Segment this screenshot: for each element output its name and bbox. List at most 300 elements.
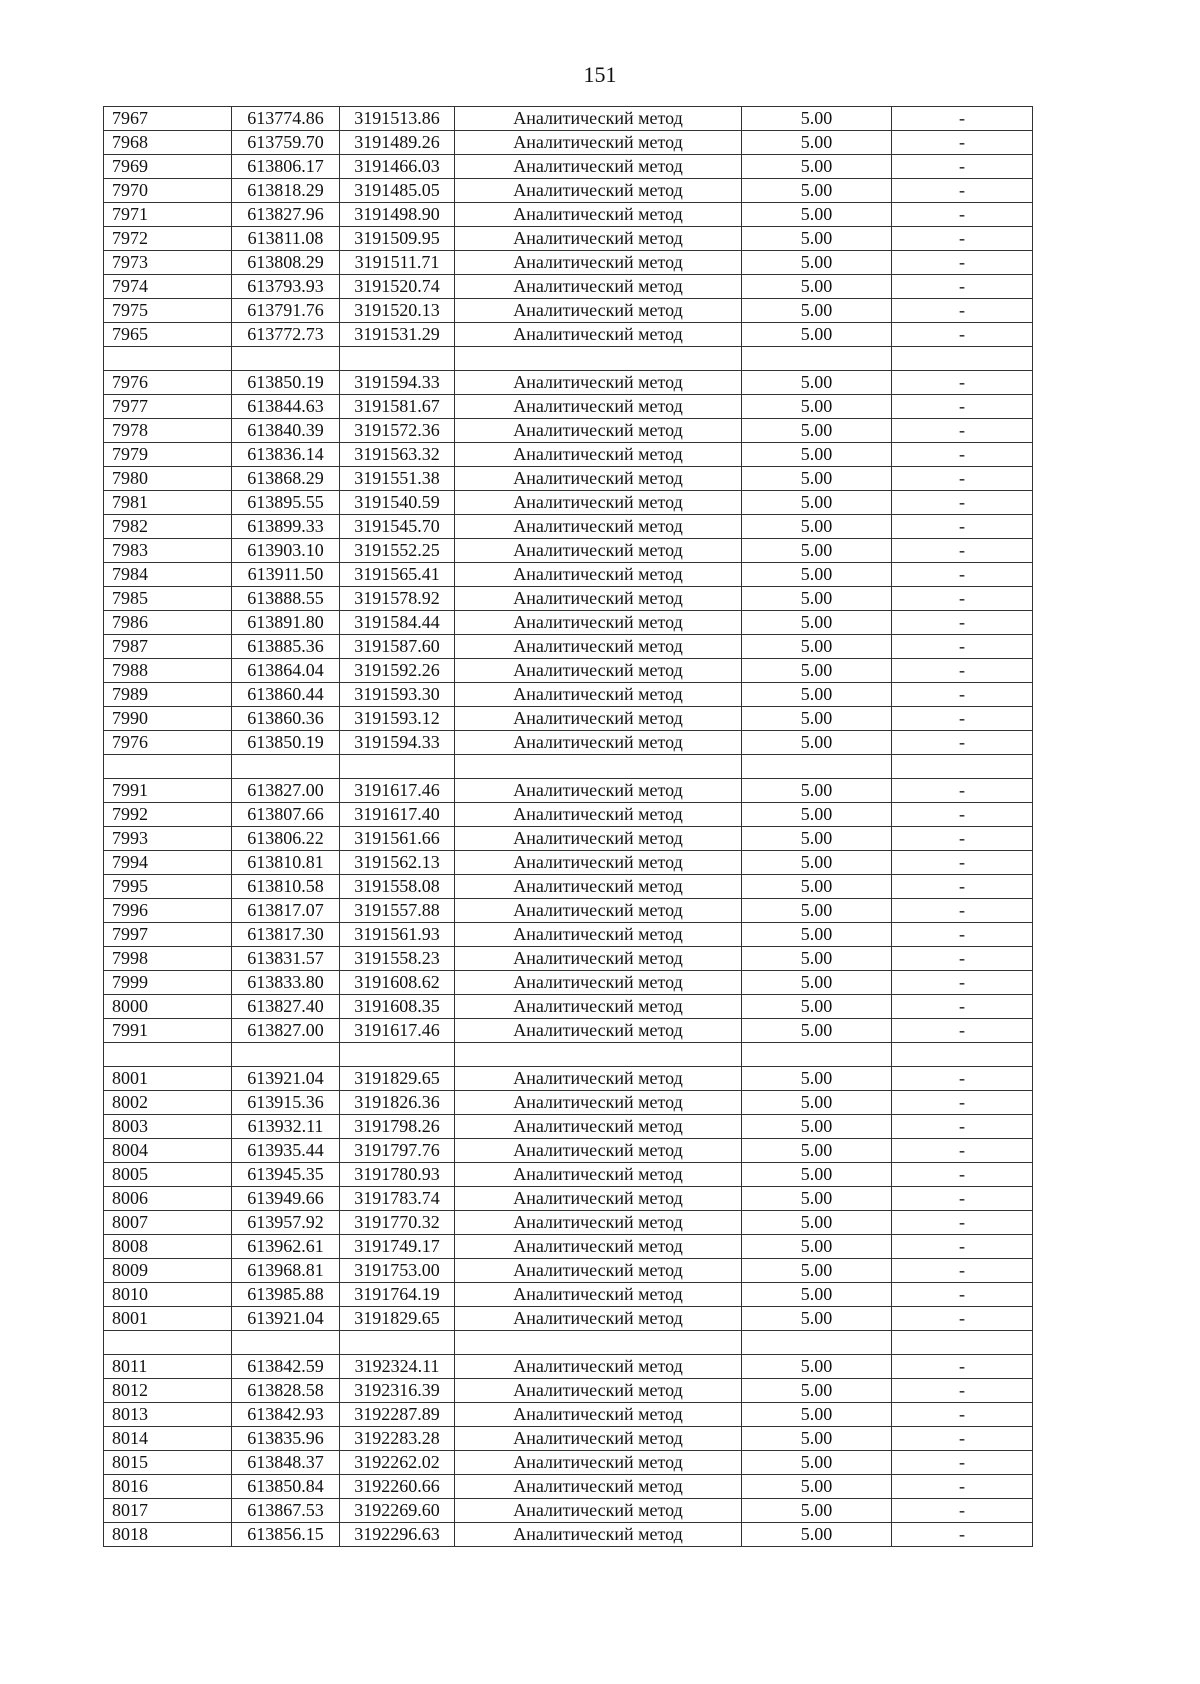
table-row	[104, 1115, 1033, 1139]
note-cell: -	[892, 491, 1033, 515]
note-cell: -	[892, 1139, 1033, 1163]
note-cell: -	[892, 515, 1033, 539]
table-row	[104, 779, 1033, 803]
table-row	[104, 563, 1033, 587]
x-coordinate-cell: 613957.92	[232, 1211, 340, 1235]
table-row	[104, 1475, 1033, 1499]
table-row	[104, 1235, 1033, 1259]
table-row	[104, 275, 1033, 299]
x-coordinate-cell: 613772.73	[232, 323, 340, 347]
method-cell: Аналитический метод	[455, 107, 742, 131]
x-coordinate-cell: 613842.59	[232, 1355, 340, 1379]
method-cell: Аналитический метод	[455, 1379, 742, 1403]
method-cell: Аналитический метод	[455, 659, 742, 683]
accuracy-cell: 5.00	[742, 131, 892, 155]
table-row	[104, 707, 1033, 731]
x-coordinate-cell: 613860.36	[232, 707, 340, 731]
method-cell: Аналитический метод	[455, 635, 742, 659]
empty-cell	[104, 1043, 232, 1067]
y-coordinate-cell: 3191485.05	[340, 179, 455, 203]
accuracy-cell: 5.00	[742, 1139, 892, 1163]
point-number-cell: 8012	[104, 1379, 232, 1403]
note-cell: -	[892, 227, 1033, 251]
y-coordinate-cell: 3191617.46	[340, 1019, 455, 1043]
y-coordinate-cell: 3191594.33	[340, 371, 455, 395]
x-coordinate-cell: 613806.17	[232, 155, 340, 179]
accuracy-cell: 5.00	[742, 971, 892, 995]
contour-separator-row	[104, 755, 1033, 779]
x-coordinate-cell: 613835.96	[232, 1427, 340, 1451]
point-number-cell: 7988	[104, 659, 232, 683]
note-cell: -	[892, 1019, 1033, 1043]
method-cell: Аналитический метод	[455, 995, 742, 1019]
table-row	[104, 1451, 1033, 1475]
method-cell: Аналитический метод	[455, 371, 742, 395]
x-coordinate-cell: 613985.88	[232, 1283, 340, 1307]
y-coordinate-cell: 3191563.32	[340, 443, 455, 467]
note-cell: -	[892, 323, 1033, 347]
point-number-cell: 7999	[104, 971, 232, 995]
accuracy-cell: 5.00	[742, 467, 892, 491]
x-coordinate-cell: 613840.39	[232, 419, 340, 443]
point-number-cell: 7982	[104, 515, 232, 539]
accuracy-cell: 5.00	[742, 1211, 892, 1235]
method-cell: Аналитический метод	[455, 1211, 742, 1235]
x-coordinate-cell: 613808.29	[232, 251, 340, 275]
accuracy-cell: 5.00	[742, 395, 892, 419]
note-cell: -	[892, 1427, 1033, 1451]
note-cell: -	[892, 1499, 1033, 1523]
accuracy-cell: 5.00	[742, 1115, 892, 1139]
table-row	[104, 1427, 1033, 1451]
note-cell: -	[892, 1283, 1033, 1307]
note-cell: -	[892, 1379, 1033, 1403]
note-cell: -	[892, 1163, 1033, 1187]
method-cell: Аналитический метод	[455, 1187, 742, 1211]
method-cell: Аналитический метод	[455, 323, 742, 347]
note-cell: -	[892, 371, 1033, 395]
point-number-cell: 7987	[104, 635, 232, 659]
note-cell: -	[892, 611, 1033, 635]
y-coordinate-cell: 3191545.70	[340, 515, 455, 539]
note-cell: -	[892, 251, 1033, 275]
point-number-cell: 7973	[104, 251, 232, 275]
x-coordinate-cell: 613817.07	[232, 899, 340, 923]
y-coordinate-cell: 3191797.76	[340, 1139, 455, 1163]
point-number-cell: 7971	[104, 203, 232, 227]
empty-cell	[455, 1043, 742, 1067]
accuracy-cell: 5.00	[742, 491, 892, 515]
table-row	[104, 107, 1033, 131]
y-coordinate-cell: 3192296.63	[340, 1523, 455, 1547]
y-coordinate-cell: 3191798.26	[340, 1115, 455, 1139]
accuracy-cell: 5.00	[742, 827, 892, 851]
point-number-cell: 7976	[104, 371, 232, 395]
empty-cell	[742, 1331, 892, 1355]
point-number-cell: 8005	[104, 1163, 232, 1187]
point-number-cell: 8013	[104, 1403, 232, 1427]
y-coordinate-cell: 3192283.28	[340, 1427, 455, 1451]
x-coordinate-cell: 613888.55	[232, 587, 340, 611]
point-number-cell: 7991	[104, 779, 232, 803]
point-number-cell: 7991	[104, 1019, 232, 1043]
y-coordinate-cell: 3191608.35	[340, 995, 455, 1019]
note-cell: -	[892, 1403, 1033, 1427]
table-row	[104, 899, 1033, 923]
point-number-cell: 7975	[104, 299, 232, 323]
note-cell: -	[892, 635, 1033, 659]
x-coordinate-cell: 613903.10	[232, 539, 340, 563]
x-coordinate-cell: 613811.08	[232, 227, 340, 251]
method-cell: Аналитический метод	[455, 1283, 742, 1307]
point-number-cell: 8017	[104, 1499, 232, 1523]
x-coordinate-cell: 613774.86	[232, 107, 340, 131]
accuracy-cell: 5.00	[742, 1283, 892, 1307]
y-coordinate-cell: 3191764.19	[340, 1283, 455, 1307]
table-row	[104, 371, 1033, 395]
empty-cell	[892, 1331, 1033, 1355]
table-row	[104, 1307, 1033, 1331]
method-cell: Аналитический метод	[455, 1499, 742, 1523]
point-number-cell: 8004	[104, 1139, 232, 1163]
accuracy-cell: 5.00	[742, 515, 892, 539]
point-number-cell: 7972	[104, 227, 232, 251]
y-coordinate-cell: 3192260.66	[340, 1475, 455, 1499]
point-number-cell: 7985	[104, 587, 232, 611]
point-number-cell: 8015	[104, 1451, 232, 1475]
note-cell: -	[892, 1259, 1033, 1283]
x-coordinate-cell: 613827.96	[232, 203, 340, 227]
point-number-cell: 7965	[104, 323, 232, 347]
empty-cell	[455, 347, 742, 371]
y-coordinate-cell: 3192262.02	[340, 1451, 455, 1475]
accuracy-cell: 5.00	[742, 275, 892, 299]
method-cell: Аналитический метод	[455, 803, 742, 827]
method-cell: Аналитический метод	[455, 947, 742, 971]
note-cell: -	[892, 923, 1033, 947]
empty-cell	[455, 1331, 742, 1355]
x-coordinate-cell: 613850.19	[232, 371, 340, 395]
accuracy-cell: 5.00	[742, 947, 892, 971]
table-row	[104, 419, 1033, 443]
table-row	[104, 803, 1033, 827]
note-cell: -	[892, 971, 1033, 995]
point-number-cell: 8001	[104, 1067, 232, 1091]
y-coordinate-cell: 3191826.36	[340, 1091, 455, 1115]
empty-cell	[742, 1043, 892, 1067]
x-coordinate-cell: 613806.22	[232, 827, 340, 851]
accuracy-cell: 5.00	[742, 1067, 892, 1091]
y-coordinate-cell: 3191520.13	[340, 299, 455, 323]
x-coordinate-cell: 613895.55	[232, 491, 340, 515]
y-coordinate-cell: 3191783.74	[340, 1187, 455, 1211]
empty-cell	[232, 1331, 340, 1355]
table-row	[104, 179, 1033, 203]
y-coordinate-cell: 3191561.66	[340, 827, 455, 851]
note-cell: -	[892, 1475, 1033, 1499]
y-coordinate-cell: 3191558.08	[340, 875, 455, 899]
point-number-cell: 7967	[104, 107, 232, 131]
accuracy-cell: 5.00	[742, 1523, 892, 1547]
point-number-cell: 7978	[104, 419, 232, 443]
x-coordinate-cell: 613945.35	[232, 1163, 340, 1187]
x-coordinate-cell: 613860.44	[232, 683, 340, 707]
method-cell: Аналитический метод	[455, 707, 742, 731]
method-cell: Аналитический метод	[455, 1091, 742, 1115]
method-cell: Аналитический метод	[455, 491, 742, 515]
method-cell: Аналитический метод	[455, 1451, 742, 1475]
table-row	[104, 611, 1033, 635]
y-coordinate-cell: 3191578.92	[340, 587, 455, 611]
y-coordinate-cell: 3191561.93	[340, 923, 455, 947]
y-coordinate-cell: 3191572.36	[340, 419, 455, 443]
accuracy-cell: 5.00	[742, 803, 892, 827]
table-row	[104, 539, 1033, 563]
note-cell: -	[892, 155, 1033, 179]
y-coordinate-cell: 3191557.88	[340, 899, 455, 923]
y-coordinate-cell: 3191581.67	[340, 395, 455, 419]
table-row	[104, 1019, 1033, 1043]
method-cell: Аналитический метод	[455, 683, 742, 707]
x-coordinate-cell: 613827.00	[232, 779, 340, 803]
accuracy-cell: 5.00	[742, 1187, 892, 1211]
table-row	[104, 491, 1033, 515]
table-row	[104, 131, 1033, 155]
x-coordinate-cell: 613836.14	[232, 443, 340, 467]
point-number-cell: 8009	[104, 1259, 232, 1283]
note-cell: -	[892, 539, 1033, 563]
table-row	[104, 443, 1033, 467]
method-cell: Аналитический метод	[455, 563, 742, 587]
note-cell: -	[892, 1187, 1033, 1211]
accuracy-cell: 5.00	[742, 683, 892, 707]
table-row	[104, 683, 1033, 707]
x-coordinate-cell: 613828.58	[232, 1379, 340, 1403]
note-cell: -	[892, 275, 1033, 299]
method-cell: Аналитический метод	[455, 275, 742, 299]
coordinates-table-body	[104, 107, 1033, 1547]
table-row	[104, 1067, 1033, 1091]
x-coordinate-cell: 613759.70	[232, 131, 340, 155]
empty-cell	[892, 347, 1033, 371]
method-cell: Аналитический метод	[455, 251, 742, 275]
note-cell: -	[892, 1235, 1033, 1259]
method-cell: Аналитический метод	[455, 827, 742, 851]
note-cell: -	[892, 1307, 1033, 1331]
accuracy-cell: 5.00	[742, 179, 892, 203]
x-coordinate-cell: 613817.30	[232, 923, 340, 947]
note-cell: -	[892, 827, 1033, 851]
method-cell: Аналитический метод	[455, 1019, 742, 1043]
x-coordinate-cell: 613891.80	[232, 611, 340, 635]
point-number-cell: 7995	[104, 875, 232, 899]
point-number-cell: 8006	[104, 1187, 232, 1211]
table-row	[104, 875, 1033, 899]
point-number-cell: 8008	[104, 1235, 232, 1259]
accuracy-cell: 5.00	[742, 443, 892, 467]
x-coordinate-cell: 613949.66	[232, 1187, 340, 1211]
note-cell: -	[892, 707, 1033, 731]
note-cell: -	[892, 1355, 1033, 1379]
empty-cell	[340, 1331, 455, 1355]
note-cell: -	[892, 299, 1033, 323]
method-cell: Аналитический метод	[455, 419, 742, 443]
table-row	[104, 923, 1033, 947]
x-coordinate-cell: 613935.44	[232, 1139, 340, 1163]
accuracy-cell: 5.00	[742, 1427, 892, 1451]
note-cell: -	[892, 851, 1033, 875]
point-number-cell: 7970	[104, 179, 232, 203]
y-coordinate-cell: 3192316.39	[340, 1379, 455, 1403]
accuracy-cell: 5.00	[742, 611, 892, 635]
accuracy-cell: 5.00	[742, 227, 892, 251]
x-coordinate-cell: 613885.36	[232, 635, 340, 659]
method-cell: Аналитический метод	[455, 1403, 742, 1427]
table-row	[104, 1187, 1033, 1211]
table-row	[104, 323, 1033, 347]
point-number-cell: 7981	[104, 491, 232, 515]
accuracy-cell: 5.00	[742, 995, 892, 1019]
x-coordinate-cell: 613827.00	[232, 1019, 340, 1043]
x-coordinate-cell: 613791.76	[232, 299, 340, 323]
table-row	[104, 1499, 1033, 1523]
y-coordinate-cell: 3191617.46	[340, 779, 455, 803]
accuracy-cell: 5.00	[742, 899, 892, 923]
y-coordinate-cell: 3191829.65	[340, 1067, 455, 1091]
note-cell: -	[892, 683, 1033, 707]
table-row	[104, 587, 1033, 611]
y-coordinate-cell: 3191592.26	[340, 659, 455, 683]
x-coordinate-cell: 613831.57	[232, 947, 340, 971]
method-cell: Аналитический метод	[455, 1475, 742, 1499]
method-cell: Аналитический метод	[455, 587, 742, 611]
y-coordinate-cell: 3191511.71	[340, 251, 455, 275]
empty-cell	[892, 1043, 1033, 1067]
note-cell: -	[892, 1067, 1033, 1091]
table-row	[104, 1523, 1033, 1547]
accuracy-cell: 5.00	[742, 779, 892, 803]
note-cell: -	[892, 779, 1033, 803]
coordinates-table	[103, 106, 1033, 1547]
x-coordinate-cell: 613844.63	[232, 395, 340, 419]
accuracy-cell: 5.00	[742, 1379, 892, 1403]
x-coordinate-cell: 613833.80	[232, 971, 340, 995]
contour-separator-row	[104, 347, 1033, 371]
point-number-cell: 8014	[104, 1427, 232, 1451]
table-row	[104, 395, 1033, 419]
table-row	[104, 1283, 1033, 1307]
table-row	[104, 467, 1033, 491]
accuracy-cell: 5.00	[742, 1307, 892, 1331]
point-number-cell: 8000	[104, 995, 232, 1019]
y-coordinate-cell: 3191520.74	[340, 275, 455, 299]
accuracy-cell: 5.00	[742, 1235, 892, 1259]
method-cell: Аналитический метод	[455, 443, 742, 467]
x-coordinate-cell: 613818.29	[232, 179, 340, 203]
x-coordinate-cell: 613850.84	[232, 1475, 340, 1499]
empty-cell	[104, 755, 232, 779]
y-coordinate-cell: 3191466.03	[340, 155, 455, 179]
point-number-cell: 7994	[104, 851, 232, 875]
x-coordinate-cell: 613921.04	[232, 1067, 340, 1091]
method-cell: Аналитический метод	[455, 779, 742, 803]
method-cell: Аналитический метод	[455, 203, 742, 227]
method-cell: Аналитический метод	[455, 1067, 742, 1091]
point-number-cell: 7974	[104, 275, 232, 299]
page-number: 151	[583, 62, 617, 87]
y-coordinate-cell: 3191552.25	[340, 539, 455, 563]
accuracy-cell: 5.00	[742, 1091, 892, 1115]
note-cell: -	[892, 131, 1033, 155]
point-number-cell: 7997	[104, 923, 232, 947]
point-number-cell: 7986	[104, 611, 232, 635]
method-cell: Аналитический метод	[455, 1355, 742, 1379]
accuracy-cell: 5.00	[742, 419, 892, 443]
table-row	[104, 203, 1033, 227]
point-number-cell: 7996	[104, 899, 232, 923]
method-cell: Аналитический метод	[455, 227, 742, 251]
method-cell: Аналитический метод	[455, 131, 742, 155]
y-coordinate-cell: 3191753.00	[340, 1259, 455, 1283]
table-row	[104, 251, 1033, 275]
accuracy-cell: 5.00	[742, 155, 892, 179]
note-cell: -	[892, 803, 1033, 827]
y-coordinate-cell: 3191531.29	[340, 323, 455, 347]
note-cell: -	[892, 659, 1033, 683]
x-coordinate-cell: 613848.37	[232, 1451, 340, 1475]
method-cell: Аналитический метод	[455, 923, 742, 947]
accuracy-cell: 5.00	[742, 1259, 892, 1283]
method-cell: Аналитический метод	[455, 395, 742, 419]
point-number-cell: 7992	[104, 803, 232, 827]
table-row	[104, 995, 1033, 1019]
contour-separator-row	[104, 1331, 1033, 1355]
method-cell: Аналитический метод	[455, 611, 742, 635]
accuracy-cell: 5.00	[742, 1475, 892, 1499]
y-coordinate-cell: 3191584.44	[340, 611, 455, 635]
table-row	[104, 731, 1033, 755]
accuracy-cell: 5.00	[742, 1451, 892, 1475]
point-number-cell: 8010	[104, 1283, 232, 1307]
point-number-cell: 7969	[104, 155, 232, 179]
point-number-cell: 7993	[104, 827, 232, 851]
note-cell: -	[892, 395, 1033, 419]
x-coordinate-cell: 613810.81	[232, 851, 340, 875]
y-coordinate-cell: 3191565.41	[340, 563, 455, 587]
y-coordinate-cell: 3191770.32	[340, 1211, 455, 1235]
accuracy-cell: 5.00	[742, 203, 892, 227]
accuracy-cell: 5.00	[742, 323, 892, 347]
accuracy-cell: 5.00	[742, 251, 892, 275]
accuracy-cell: 5.00	[742, 371, 892, 395]
y-coordinate-cell: 3191594.33	[340, 731, 455, 755]
table-row	[104, 1259, 1033, 1283]
x-coordinate-cell: 613962.61	[232, 1235, 340, 1259]
y-coordinate-cell: 3191617.40	[340, 803, 455, 827]
y-coordinate-cell: 3192269.60	[340, 1499, 455, 1523]
note-cell: -	[892, 1211, 1033, 1235]
method-cell: Аналитический метод	[455, 971, 742, 995]
x-coordinate-cell: 613968.81	[232, 1259, 340, 1283]
table-row	[104, 971, 1033, 995]
note-cell: -	[892, 1451, 1033, 1475]
method-cell: Аналитический метод	[455, 155, 742, 179]
point-number-cell: 8018	[104, 1523, 232, 1547]
y-coordinate-cell: 3191551.38	[340, 467, 455, 491]
method-cell: Аналитический метод	[455, 1235, 742, 1259]
table-row	[104, 155, 1033, 179]
x-coordinate-cell: 613842.93	[232, 1403, 340, 1427]
